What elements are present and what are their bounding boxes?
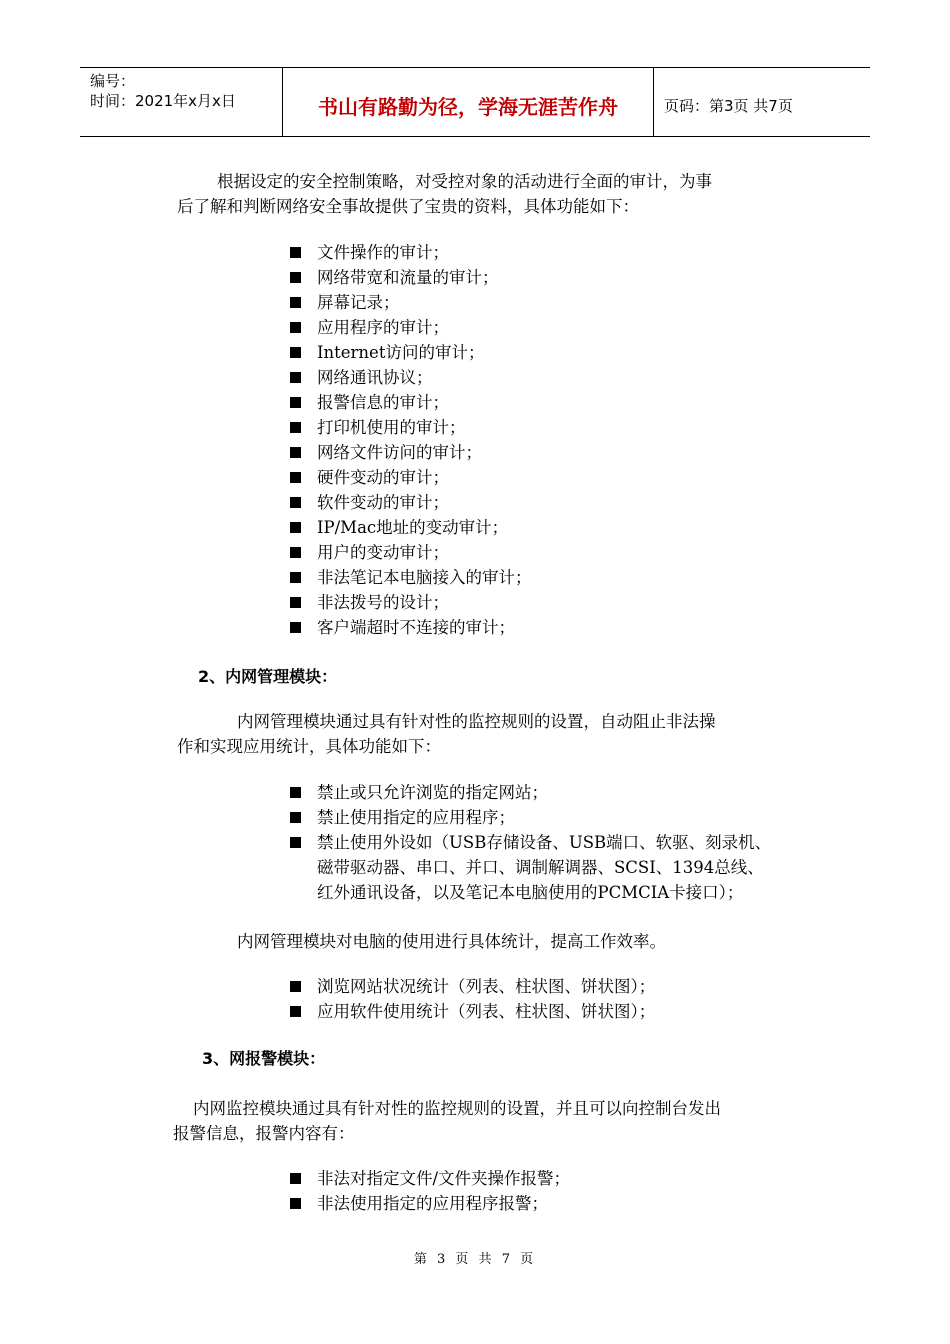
square-bullet-icon: [290, 787, 301, 798]
square-bullet-icon: [290, 812, 301, 823]
square-bullet-icon: [290, 1006, 301, 1017]
list-item: 非法拨号的设计；: [290, 590, 532, 615]
section-3-line-2: 报警信息，报警内容有：: [173, 1124, 355, 1143]
list-item: 网络文件访问的审计；: [290, 440, 532, 465]
section-2-stat-line: 内网管理模块对电脑的使用进行具体统计，提高工作效率。: [237, 932, 666, 951]
square-bullet-icon: [290, 272, 301, 283]
page-header: [80, 67, 870, 137]
list-item: 非法使用指定的应用程序报警；: [290, 1191, 570, 1216]
square-bullet-icon: [290, 572, 301, 583]
list-item: 应用程序的审计；: [290, 315, 532, 340]
square-bullet-icon: [290, 497, 301, 508]
list-item: 屏幕记录；: [290, 290, 532, 315]
list-item: 打印机使用的审计；: [290, 415, 532, 440]
list-item: 禁止使用外设如（USB存储设备、USB端口、软驱、刻录机、: [290, 830, 771, 855]
management-list: [290, 780, 771, 905]
square-bullet-icon: [290, 472, 301, 483]
square-bullet-icon: [290, 422, 301, 433]
document-date: 时间：2021年x月x日: [90, 92, 236, 110]
square-bullet-icon: [290, 597, 301, 608]
square-bullet-icon: [290, 522, 301, 533]
audit-list: [290, 240, 532, 640]
list-item: 网络带宽和流量的审计；: [290, 265, 532, 290]
square-bullet-icon: [290, 622, 301, 633]
section-2-line-1: 内网管理模块通过具有针对性的监控规则的设置，自动阻止非法操: [237, 712, 716, 731]
square-bullet-icon: [290, 347, 301, 358]
list-item: 硬件变动的审计；: [290, 465, 532, 490]
square-bullet-icon: [290, 322, 301, 333]
list-item: 文件操作的审计；: [290, 240, 532, 265]
list-item: 用户的变动审计；: [290, 540, 532, 565]
square-bullet-icon: [290, 297, 301, 308]
list-item: 禁止或只允许浏览的指定网站；: [290, 780, 771, 805]
list-item: 客户端超时不连接的审计；: [290, 615, 532, 640]
section-3-heading: 3、网报警模块：: [202, 1049, 326, 1068]
square-bullet-icon: [290, 1173, 301, 1184]
section-3-line-1: 内网监控模块通过具有针对性的监控规则的设置，并且可以向控制台发出: [193, 1099, 721, 1118]
square-bullet-icon: [290, 981, 301, 992]
section-2-line-2: 作和实现应用统计，具体功能如下：: [177, 737, 441, 756]
square-bullet-icon: [290, 547, 301, 558]
alarm-list: [290, 1166, 570, 1216]
list-item-continuation: 红外通讯设备，以及笔记本电脑使用的PCMCIA卡接口）；: [317, 883, 744, 902]
list-item: IP/Mac地址的变动审计；: [290, 515, 532, 540]
list-item: 网络通讯协议；: [290, 365, 532, 390]
list-item: Internet访问的审计；: [290, 340, 532, 365]
square-bullet-icon: [290, 447, 301, 458]
list-item: 非法笔记本电脑接入的审计；: [290, 565, 532, 590]
square-bullet-icon: [290, 372, 301, 383]
list-item: 软件变动的审计；: [290, 490, 532, 515]
header-page-info: 页码：第3页 共7页: [664, 96, 793, 115]
list-item: 报警信息的审计；: [290, 390, 532, 415]
list-item: 非法对指定文件/文件夹操作报警；: [290, 1166, 570, 1191]
header-motto: 书山有路勤为径，学海无涯苦作舟: [283, 68, 654, 136]
list-item-continuation: 磁带驱动器、串口、并口、调制解调器、SCSI、1394总线、: [317, 858, 764, 877]
page-footer: 第 3 页 共 7 页: [413, 1252, 537, 1267]
list-item: 应用软件使用统计（列表、柱状图、饼状图）；: [290, 999, 655, 1024]
section-2-heading: 2、内网管理模块：: [198, 667, 338, 686]
square-bullet-icon: [290, 247, 301, 258]
intro-line-2: 后了解和判断网络安全事故提供了宝贵的资料，具体功能如下：: [177, 197, 639, 216]
document-number: 编号：: [90, 72, 136, 90]
square-bullet-icon: [290, 397, 301, 408]
header-meta: [80, 68, 283, 136]
list-item: 禁止使用指定的应用程序；: [290, 805, 771, 830]
square-bullet-icon: [290, 837, 301, 848]
statistics-list: [290, 974, 655, 1024]
square-bullet-icon: [290, 1198, 301, 1209]
intro-line-1: 根据设定的安全控制策略，对受控对象的活动进行全面的审计，为事: [217, 172, 712, 191]
list-item: 浏览网站状况统计（列表、柱状图、饼状图）；: [290, 974, 655, 999]
